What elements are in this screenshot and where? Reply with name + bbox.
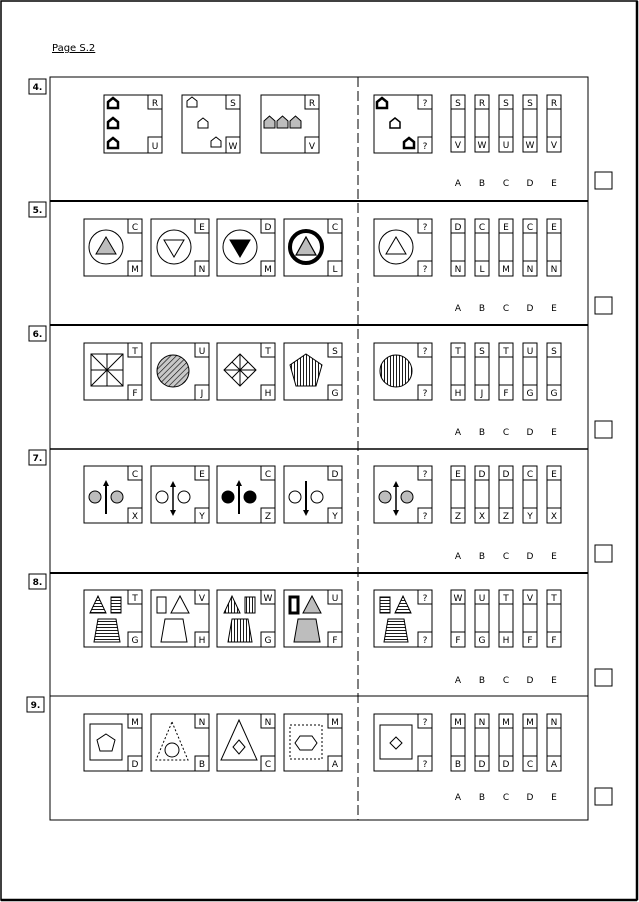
- option-letter: A: [454, 552, 462, 562]
- circle-triangle-graphic: [157, 230, 191, 264]
- code-bottom: Y: [199, 512, 205, 522]
- code-bottom: ?: [422, 142, 428, 152]
- code-bottom: N: [526, 265, 534, 275]
- option-letter: A: [454, 793, 462, 803]
- code-top: D: [331, 470, 339, 480]
- code-top: D: [502, 470, 510, 480]
- example-card: [217, 343, 275, 400]
- code-top: M: [526, 718, 534, 728]
- answer-options: [451, 219, 561, 314]
- answer-options: [451, 343, 561, 438]
- code-bottom: H: [454, 389, 462, 399]
- code-top: E: [503, 223, 509, 233]
- hatched-circle-graphic: [157, 355, 189, 387]
- option-letter: E: [551, 179, 557, 189]
- option-b[interactable]: [475, 343, 489, 400]
- option-letter: D: [526, 304, 534, 314]
- code-bottom: Y: [332, 512, 338, 522]
- answer-checkbox[interactable]: [595, 421, 612, 438]
- code-bottom: J: [200, 389, 204, 399]
- code-top: D: [264, 223, 272, 233]
- option-d[interactable]: [523, 219, 537, 276]
- code-bottom: F: [455, 636, 461, 646]
- code-top: D: [454, 223, 462, 233]
- answer-checkbox[interactable]: [595, 545, 612, 562]
- code-bottom: ?: [422, 760, 428, 770]
- option-c[interactable]: [499, 466, 513, 523]
- code-bottom: A: [331, 760, 339, 770]
- question-5: [29, 202, 612, 314]
- code-top: C: [131, 470, 139, 480]
- circle-triangle-graphic: [379, 230, 413, 264]
- option-b[interactable]: [475, 95, 489, 152]
- option-letter: B: [478, 793, 486, 803]
- option-letter: D: [526, 676, 534, 686]
- code-top: R: [550, 99, 558, 109]
- hatched-circle-graphic: [380, 355, 412, 387]
- code-bottom: Y: [527, 512, 533, 522]
- answer-checkbox[interactable]: [595, 788, 612, 805]
- question-6: [29, 326, 612, 438]
- code-top: ?: [422, 223, 428, 233]
- code-bottom: X: [550, 512, 558, 522]
- example-card: [284, 343, 342, 400]
- code-bottom: A: [550, 760, 558, 770]
- code-bottom: G: [331, 389, 339, 399]
- option-letter: C: [502, 179, 510, 189]
- example-card: [284, 590, 342, 647]
- answer-checkbox[interactable]: [595, 297, 612, 314]
- question-number: 9.: [30, 701, 41, 711]
- code-top: V: [526, 594, 534, 604]
- question-number: 5.: [32, 206, 43, 216]
- example-card: [284, 466, 342, 523]
- code-bottom: U: [502, 141, 510, 151]
- code-top: S: [527, 99, 533, 109]
- code-top: E: [455, 470, 461, 480]
- option-letter: D: [526, 552, 534, 562]
- test-card: [374, 590, 432, 647]
- code-top: T: [503, 594, 509, 604]
- code-bottom: Z: [264, 512, 272, 522]
- example-card: [151, 466, 209, 523]
- code-top: N: [478, 718, 486, 728]
- option-d[interactable]: [523, 343, 537, 400]
- option-a[interactable]: [451, 590, 465, 647]
- code-bottom: G: [550, 389, 558, 399]
- code-bottom: F: [132, 389, 138, 399]
- option-d[interactable]: [523, 466, 537, 523]
- code-bottom: W: [525, 141, 535, 151]
- example-card: [84, 219, 142, 276]
- code-bottom: G: [478, 636, 486, 646]
- code-bottom: ?: [422, 265, 428, 275]
- code-top: N: [198, 718, 206, 728]
- example-card: [151, 343, 209, 400]
- pentagon-arrows-graphic: [264, 116, 301, 128]
- example-card: [104, 95, 162, 153]
- code-bottom: ?: [422, 512, 428, 522]
- nested-shapes-graphic: [290, 725, 322, 759]
- option-letter: C: [502, 793, 510, 803]
- code-bottom: W: [228, 142, 238, 152]
- code-bottom: D: [478, 760, 486, 770]
- code-bottom: G: [264, 636, 272, 646]
- answer-checkbox[interactable]: [595, 172, 612, 189]
- option-a[interactable]: [451, 343, 465, 400]
- code-top: M: [331, 718, 339, 728]
- code-top: T: [551, 594, 557, 604]
- code-bottom: F: [332, 636, 338, 646]
- option-e[interactable]: [547, 466, 561, 523]
- option-letter: B: [478, 304, 486, 314]
- option-letter: C: [502, 552, 510, 562]
- code-top: R: [151, 99, 159, 109]
- option-letter: E: [551, 552, 557, 562]
- nested-shapes-graphic: [380, 725, 412, 759]
- code-bottom: F: [551, 636, 557, 646]
- code-top: C: [478, 223, 486, 233]
- code-top: S: [551, 347, 557, 357]
- option-a[interactable]: [451, 714, 465, 771]
- code-top: T: [503, 347, 509, 357]
- code-top: ?: [422, 347, 428, 357]
- option-c[interactable]: [499, 219, 513, 276]
- option-letter: C: [502, 428, 510, 438]
- code-top: S: [503, 99, 509, 109]
- code-top: R: [308, 99, 316, 109]
- test-card: [374, 95, 432, 153]
- example-card: [217, 590, 275, 647]
- code-top: M: [131, 718, 139, 728]
- option-a[interactable]: [451, 219, 465, 276]
- option-d[interactable]: [523, 714, 537, 771]
- code-top: T: [132, 347, 138, 357]
- code-top: C: [131, 223, 139, 233]
- code-top: R: [478, 99, 486, 109]
- option-c[interactable]: [499, 714, 513, 771]
- option-e[interactable]: [547, 219, 561, 276]
- question-number: 6.: [32, 330, 43, 340]
- code-bottom: J: [480, 389, 484, 399]
- code-top: M: [502, 718, 510, 728]
- option-letter: A: [454, 676, 462, 686]
- example-card: [84, 466, 142, 523]
- code-bottom: L: [479, 265, 485, 275]
- code-top: M: [454, 718, 462, 728]
- code-top: S: [455, 99, 461, 109]
- option-letter: D: [526, 793, 534, 803]
- example-card: [84, 343, 142, 400]
- code-bottom: B: [198, 760, 206, 770]
- code-bottom: H: [198, 636, 206, 646]
- code-top: T: [265, 347, 271, 357]
- code-top: S: [230, 99, 236, 109]
- test-card: [374, 219, 432, 276]
- option-letter: B: [478, 428, 486, 438]
- code-bottom: M: [264, 265, 272, 275]
- code-top: T: [132, 594, 138, 604]
- code-bottom: ?: [422, 389, 428, 399]
- code-top: ?: [422, 470, 428, 480]
- option-d[interactable]: [523, 590, 537, 647]
- example-card: [151, 219, 209, 276]
- answer-options: [451, 95, 561, 189]
- circle-triangle-graphic: [89, 230, 123, 264]
- code-top: N: [550, 718, 558, 728]
- option-letter: C: [502, 304, 510, 314]
- option-letter: E: [551, 304, 557, 314]
- code-top: V: [198, 594, 206, 604]
- code-top: E: [551, 223, 557, 233]
- code-top: U: [478, 594, 486, 604]
- code-bottom: C: [264, 760, 272, 770]
- code-bottom: G: [131, 636, 139, 646]
- code-top: C: [264, 470, 272, 480]
- code-top: E: [199, 470, 205, 480]
- code-bottom: ?: [422, 636, 428, 646]
- option-letter: A: [454, 304, 462, 314]
- option-e[interactable]: [547, 590, 561, 647]
- code-top: E: [199, 223, 205, 233]
- question-number: 4.: [32, 83, 43, 93]
- code-bottom: H: [502, 636, 510, 646]
- example-card: [284, 219, 342, 276]
- answer-options: [451, 590, 561, 686]
- code-bottom: M: [502, 265, 510, 275]
- code-top: ?: [422, 718, 428, 728]
- code-bottom: L: [332, 265, 338, 275]
- code-top: ?: [422, 594, 428, 604]
- code-top: W: [453, 594, 463, 604]
- code-top: U: [331, 594, 339, 604]
- circle-triangle-graphic: [290, 231, 322, 263]
- code-top: U: [526, 347, 534, 357]
- code-bottom: C: [526, 760, 534, 770]
- answer-options: [451, 714, 561, 803]
- code-top: C: [331, 223, 339, 233]
- code-bottom: D: [502, 760, 510, 770]
- code-top: C: [526, 223, 534, 233]
- code-bottom: V: [550, 141, 558, 151]
- option-letter: B: [478, 552, 486, 562]
- answer-options: [451, 466, 561, 562]
- code-bottom: V: [454, 141, 462, 151]
- example-card: [84, 590, 142, 647]
- code-top: S: [332, 347, 338, 357]
- option-letter: E: [551, 676, 557, 686]
- test-card: [374, 714, 432, 771]
- option-b[interactable]: [475, 714, 489, 771]
- code-bottom: W: [477, 141, 487, 151]
- option-a[interactable]: [451, 466, 465, 523]
- page-label: Page S.2: [52, 43, 96, 54]
- code-top: U: [198, 347, 206, 357]
- option-letter: D: [526, 179, 534, 189]
- option-letter: D: [526, 428, 534, 438]
- code-top: W: [263, 594, 273, 604]
- option-b[interactable]: [475, 219, 489, 276]
- option-c[interactable]: [499, 343, 513, 400]
- code-bottom: G: [526, 389, 534, 399]
- example-card: [217, 466, 275, 523]
- example-card: [217, 219, 275, 276]
- code-bottom: X: [478, 512, 486, 522]
- question-4: [29, 79, 612, 189]
- square-star-graphic: [91, 354, 123, 386]
- example-card: [84, 714, 142, 771]
- pentagon-arrows-graphic: [108, 98, 118, 148]
- option-letter: B: [478, 676, 486, 686]
- option-letter: B: [478, 179, 486, 189]
- option-letter: A: [454, 179, 462, 189]
- code-bottom: F: [503, 389, 509, 399]
- code-bottom: N: [550, 265, 558, 275]
- code-top: ?: [422, 99, 428, 109]
- question-7: [29, 450, 612, 562]
- question-number: 7.: [32, 454, 43, 464]
- code-top: N: [264, 718, 272, 728]
- option-e[interactable]: [547, 343, 561, 400]
- test-card: [374, 343, 432, 400]
- option-b[interactable]: [475, 590, 489, 647]
- question-9: [27, 697, 612, 805]
- example-card: [261, 95, 319, 153]
- code-top: E: [551, 470, 557, 480]
- option-letter: E: [551, 793, 557, 803]
- code-top: C: [526, 470, 534, 480]
- question-number: 8.: [32, 578, 43, 588]
- option-e[interactable]: [547, 714, 561, 771]
- code-bottom: N: [198, 265, 206, 275]
- question-8: [29, 574, 612, 686]
- circle-triangle-graphic: [223, 230, 257, 264]
- option-c[interactable]: [499, 590, 513, 647]
- option-d[interactable]: [523, 95, 537, 152]
- example-card: [182, 95, 240, 153]
- option-letter: A: [454, 428, 462, 438]
- example-card: [151, 590, 209, 647]
- code-bottom: Z: [454, 512, 462, 522]
- code-bottom: D: [131, 760, 139, 770]
- option-letter: C: [502, 676, 510, 686]
- code-top: D: [478, 470, 486, 480]
- code-bottom: Z: [502, 512, 510, 522]
- option-letter: E: [551, 428, 557, 438]
- nested-shapes-graphic: [90, 724, 122, 760]
- code-bottom: X: [131, 512, 139, 522]
- test-card: [374, 466, 432, 523]
- code-top: T: [455, 347, 461, 357]
- example-card: [217, 714, 275, 771]
- example-card: [151, 714, 209, 771]
- code-bottom: U: [151, 142, 159, 152]
- code-bottom: B: [454, 760, 462, 770]
- code-bottom: V: [308, 142, 316, 152]
- option-a[interactable]: [451, 95, 465, 152]
- code-bottom: H: [264, 389, 272, 399]
- option-e[interactable]: [547, 95, 561, 152]
- example-card: [284, 714, 342, 771]
- code-top: S: [479, 347, 485, 357]
- option-c[interactable]: [499, 95, 513, 152]
- option-b[interactable]: [475, 466, 489, 523]
- code-bottom: N: [454, 265, 462, 275]
- answer-checkbox[interactable]: [595, 669, 612, 686]
- code-bottom: F: [527, 636, 533, 646]
- code-bottom: M: [131, 265, 139, 275]
